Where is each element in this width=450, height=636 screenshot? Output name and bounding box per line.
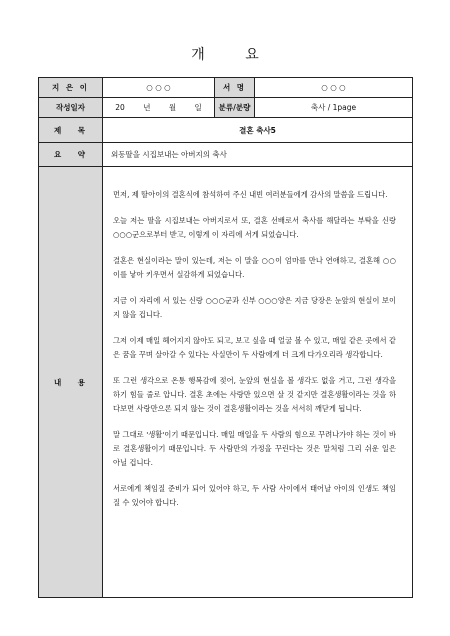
category-label: 분류/분량 xyxy=(215,98,255,118)
date-label: 작성일자 xyxy=(39,98,103,118)
content-paragraph-5: 그저 이제 매일 헤어지지 않아도 되고, 보고 싶을 때 얼굴 볼 수 있고, 매일 같은 곳에서 같은 꿈을 꾸며 살아갈 수 있다는 사실만이 두 사람에게 더 크게 다가오리라 생각합니다. xyxy=(113,336,396,359)
row-content xyxy=(39,167,413,598)
date-value: 20 년 월 일 xyxy=(103,98,215,118)
row-subject xyxy=(39,118,413,143)
summary-value: 외동딸을 시집보내는 아버지의 축사 xyxy=(103,143,413,167)
category-value: 축사 / 1page xyxy=(255,98,413,118)
content-paragraph-4: 지금 이 자리에 서 있는 신랑 ○○○군과 신부 ○○○양은 지금 당장은 눈앞의 현실이 보이지 않을 겁니다. xyxy=(113,296,396,319)
document-table xyxy=(38,77,413,598)
row-author xyxy=(39,78,413,98)
content-paragraph-3: 결혼은 현실이라는 말이 있는데, 저는 이 말을 ○○이 엄마를 만나 연애하고, 결혼해 ○○이를 낳아 키우면서 실감하게 되었습니다. xyxy=(113,256,396,279)
row-date xyxy=(39,98,413,118)
content-paragraph-2: 오늘 저는 딸을 시집보내는 아버지로서 또, 결혼 선배로서 축사를 해달라는 부탁을 신랑 ○○○군으로부터 받고, 이렇게 이 자리에 서게 되었습니다. xyxy=(113,216,396,239)
summary-label: 요 약 xyxy=(39,143,103,167)
signature-label: 서 명 xyxy=(215,78,255,98)
content-label: 내 용 xyxy=(39,167,103,598)
content-body xyxy=(103,167,413,598)
author-value: ○ ○ ○ xyxy=(103,78,215,98)
row-summary xyxy=(39,143,413,167)
page-title: 개 요 xyxy=(191,47,277,63)
author-label: 지 은 이 xyxy=(39,78,103,98)
content-paragraph-1: 먼저, 제 딸아이의 결혼식에 참석하여 주신 내빈 여러분들에게 감사의 말씀을 드립니다. xyxy=(113,190,388,199)
content-paragraph-7: 말 그대로 '생활'이기 때문입니다. 매일 매일을 두 사람의 힘으로 꾸려나가야 하는 것이 바로 결혼생활이기 때문입니다. 두 사람만의 가정을 꾸린다는 것은 말처럼 그리 쉬운 일은 아닐 겁니다. xyxy=(113,430,396,467)
content-paragraph-6: 또 그런 생각으로 온통 행복감에 젖어, 눈앞의 현실을 볼 생각도 없을 거고, 그런 생각을 하기 힘들 줄로 압니다. 결혼 초에는 사랑만 있으면 살 것 같지만 결혼생활이라는 것을 하다보면 사랑만으론 되지 않는 것이 결혼생활이라는 것을 서서히 깨닫게 됩니다. xyxy=(113,376,396,413)
content-paragraph-8: 서로에게 책임질 준비가 되어 있어야 하고, 두 사람 사이에서 태어날 아이의 인생도 책임질 수 있어야 합니다. xyxy=(113,484,396,507)
subject-value: 결혼 축사5 xyxy=(103,118,413,143)
subject-label: 제 목 xyxy=(39,118,103,143)
signature-value: ○ ○ ○ xyxy=(255,78,413,98)
